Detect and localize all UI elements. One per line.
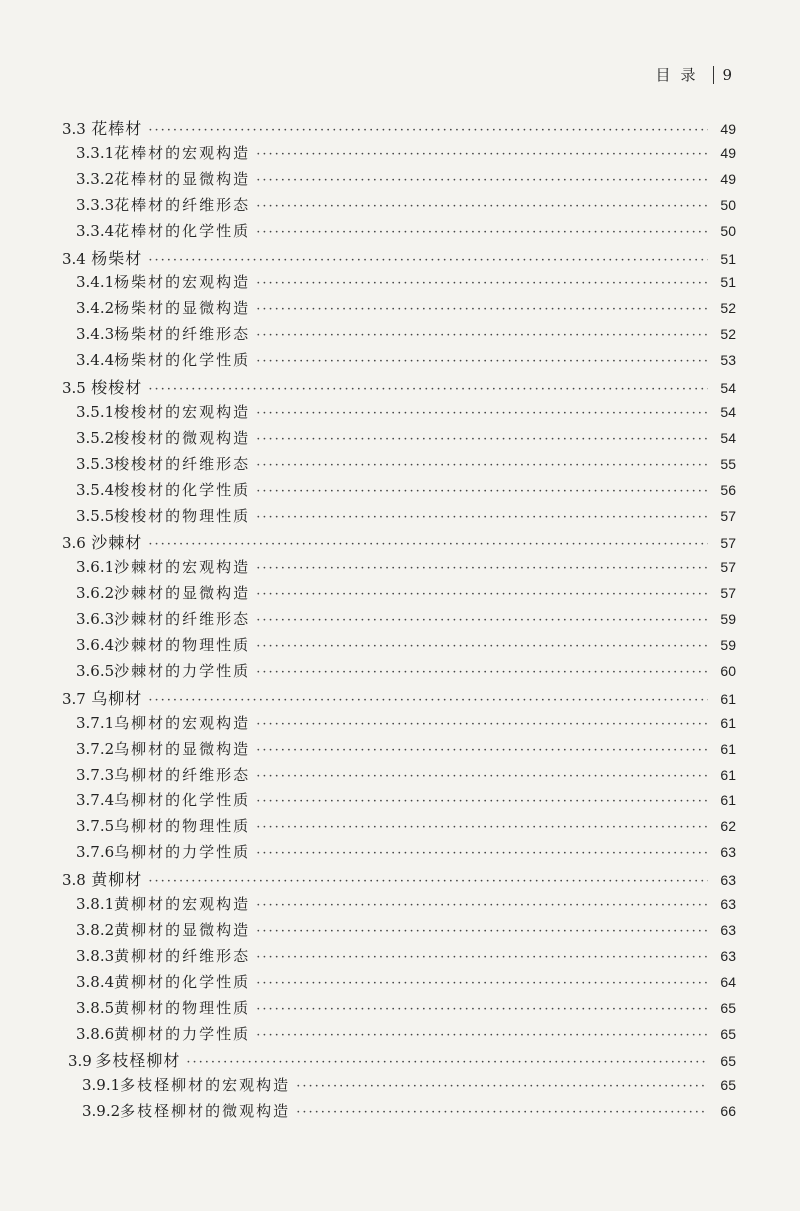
toc-entry-title: 梭梭材的纤维形态 (114, 454, 251, 473)
toc-subsection-entry (76, 1023, 736, 1047)
toc-entry-page-number: 52 (720, 300, 736, 317)
toc-entry-page-number: 54 (720, 380, 736, 396)
toc-entry-page-number: 65 (720, 1053, 736, 1070)
toc-entry-title: 梭梭材的物理性质 (114, 506, 251, 525)
toc-entry-page-number: 57 (720, 535, 736, 552)
toc-subsection-entry (82, 1074, 736, 1098)
toc-entry-page-number: 63 (720, 872, 736, 889)
toc-entry-title: 乌柳材的宏观构造 (114, 713, 251, 732)
toc-entry-title: 花棒材的纤维形态 (114, 195, 251, 214)
page-header (655, 64, 732, 85)
toc-entry-title: 杨柴材的纤维形态 (114, 325, 251, 344)
toc-entry-title: 多枝柽柳材 (95, 1051, 181, 1071)
toc-dot-leader (256, 225, 708, 240)
toc-dot-leader (256, 432, 708, 447)
toc-dot-leader (256, 820, 708, 835)
toc-entry-number: 3.7.6 (76, 843, 115, 862)
toc-section-entry (68, 1048, 736, 1072)
toc-entry-number: 3.6.2 (76, 584, 115, 603)
toc-entry-page-number: 59 (720, 611, 736, 628)
toc-dot-leader (256, 302, 708, 317)
toc-entry-page-number: 55 (720, 455, 736, 472)
toc-dot-leader (296, 1079, 708, 1094)
toc-entry-title: 杨柴材的宏观构造 (114, 273, 251, 292)
toc-entry-number: 3.7.4 (76, 791, 115, 810)
toc-entry-title: 花棒材的宏观构造 (114, 143, 251, 162)
toc-dot-leader (256, 147, 708, 162)
toc-entry-title: 乌柳材的力学性质 (114, 843, 251, 862)
header-divider (713, 66, 714, 84)
toc-subsection-entry (76, 815, 736, 839)
toc-entry-page-number: 51 (720, 250, 736, 267)
toc-dot-leader (256, 769, 708, 784)
toc-dot-leader (256, 276, 708, 291)
toc-dot-leader (148, 874, 708, 889)
toc-entry-page-number: 63 (720, 921, 736, 938)
toc-dot-leader (256, 587, 708, 602)
toc-entry-number: 3.7.1 (76, 713, 115, 732)
toc-entry-number: 3.7.3 (76, 765, 115, 784)
toc-entry-title: 杨柴材 (91, 248, 143, 268)
toc-dot-leader (148, 253, 708, 268)
toc-entry-title: 沙棘材 (91, 533, 143, 553)
toc-subsection-entry (76, 764, 736, 788)
toc-section-entry (62, 375, 736, 399)
toc-entry-title: 沙棘材的显微构造 (114, 584, 251, 603)
toc-entry-title: 乌柳材的纤维形态 (114, 765, 251, 784)
toc-entry-number: 3.5.5 (76, 506, 115, 525)
toc-entry-number: 3.4.3 (76, 325, 115, 344)
toc-entry-page-number: 57 (720, 507, 736, 524)
toc-entry-number: 3.3.3 (76, 195, 115, 214)
toc-entry-title: 沙棘材的物理性质 (114, 636, 251, 654)
toc-subsection-entry (82, 1100, 736, 1124)
toc-section-entry (62, 867, 736, 891)
toc-entry-title: 黄柳材的纤维形态 (114, 946, 251, 965)
toc-entry-page-number: 60 (720, 662, 736, 679)
toc-entry-title: 黄柳材的力学性质 (114, 1024, 251, 1043)
toc-dot-leader (256, 976, 708, 991)
toc-entry-number: 3.5.3 (76, 454, 115, 473)
toc-subsection-entry (76, 738, 736, 762)
toc-dot-leader (148, 693, 708, 708)
toc-dot-leader (256, 1002, 708, 1017)
toc-dot-leader (256, 510, 708, 525)
toc-entry-number: 3.8.5 (76, 998, 115, 1017)
header-page-number: 9 (722, 65, 732, 84)
toc-entry-page-number: 53 (720, 352, 736, 369)
toc-dot-leader (256, 328, 708, 343)
toc-subsection-entry (76, 427, 736, 451)
toc-entry-title: 黄柳材的显微构造 (114, 920, 251, 939)
header-title: 目录 (655, 66, 706, 84)
toc-entry-page-number: 65 (720, 999, 736, 1016)
toc-subsection-entry (76, 608, 736, 632)
toc-entry-page-number: 54 (720, 403, 736, 420)
toc-entry-number: 3.8.2 (76, 920, 115, 939)
toc-subsection-entry (76, 401, 736, 425)
toc-dot-leader (256, 950, 708, 965)
toc-dot-leader (148, 537, 708, 552)
toc-subsection-entry (76, 323, 736, 347)
toc-entry-page-number: 52 (720, 326, 736, 343)
toc-entry-title: 沙棘材的纤维形态 (114, 610, 251, 629)
toc-entry-number: 3.8 (62, 871, 86, 890)
toc-dot-leader (256, 717, 708, 732)
toc-dot-leader (256, 561, 708, 576)
toc-entry-page-number: 65 (720, 1077, 736, 1094)
toc-dot-leader (296, 1105, 708, 1120)
toc-entry-number: 3.4.4 (76, 351, 115, 370)
toc-entry-page-number: 57 (720, 585, 736, 602)
toc-entry-page-number: 56 (720, 481, 736, 498)
toc-dot-leader (148, 123, 708, 138)
toc-subsection-entry (76, 634, 736, 658)
toc-section-entry (62, 686, 736, 710)
toc-subsection-entry (76, 220, 736, 244)
toc-entry-title: 黄柳材的宏观构造 (114, 895, 251, 913)
toc-subsection-entry (76, 971, 736, 995)
toc-entry-page-number: 50 (720, 196, 736, 213)
toc-entry-page-number: 59 (720, 637, 736, 653)
toc-entry-page-number: 54 (720, 429, 736, 446)
toc-entry-number: 3.8.6 (76, 1024, 115, 1043)
toc-entry-title: 乌柳材的化学性质 (114, 791, 251, 810)
toc-dot-leader (256, 639, 708, 654)
toc-dot-leader (256, 924, 708, 939)
toc-subsection-entry (76, 841, 736, 865)
toc-entry-number: 3.5.1 (76, 402, 115, 421)
toc-subsection-entry (76, 556, 736, 580)
toc-entry-page-number: 61 (720, 792, 736, 809)
toc-entry-number: 3.8.1 (76, 895, 115, 913)
toc-entry-page-number: 63 (720, 844, 736, 861)
toc-entry-page-number: 63 (720, 947, 736, 964)
toc-entry-title: 沙棘材的宏观构造 (114, 558, 251, 577)
toc-subsection-entry (76, 712, 736, 736)
toc-entry-title: 梭梭材的化学性质 (114, 480, 251, 499)
toc-dot-leader (256, 354, 708, 369)
toc-entry-page-number: 49 (720, 144, 736, 161)
toc-entry-title: 花棒材的化学性质 (114, 221, 251, 240)
toc-entry-title: 多枝柽柳材的宏观构造 (120, 1076, 291, 1095)
toc-dot-leader (256, 898, 708, 913)
toc-dot-leader (148, 382, 708, 397)
toc-subsection-entry (76, 271, 736, 295)
toc-dot-leader (256, 613, 708, 628)
toc-entry-number: 3.5.4 (76, 480, 115, 499)
toc-entry-title: 乌柳材的显微构造 (114, 739, 251, 758)
toc-subsection-entry (76, 349, 736, 373)
toc-entry-number: 3.3.1 (76, 143, 115, 162)
toc-entry-title: 黄柳材 (91, 870, 143, 890)
toc-entry-title: 杨柴材的化学性质 (114, 351, 251, 370)
toc-entry-number: 3.3.4 (76, 221, 115, 240)
toc-entry-number: 3.8.3 (76, 946, 115, 965)
toc-section-entry (62, 530, 736, 554)
toc-subsection-entry (76, 893, 736, 917)
toc-entry-title: 乌柳材的物理性质 (114, 817, 251, 836)
toc-dot-leader (186, 1055, 708, 1070)
toc-dot-leader (256, 173, 708, 188)
toc-entry-page-number: 57 (720, 559, 736, 576)
toc-entry-title: 梭梭材的宏观构造 (114, 402, 251, 421)
toc-entry-number: 3.4 (62, 249, 86, 268)
toc-dot-leader (256, 458, 708, 473)
toc-subsection-entry (76, 945, 736, 969)
toc-entry-title: 梭梭材的微观构造 (114, 428, 251, 447)
toc-entry-number: 3.7 (62, 689, 86, 708)
toc-subsection-entry (76, 789, 736, 813)
toc-subsection-entry (76, 453, 736, 477)
toc-entry-number: 3.6.5 (76, 661, 115, 680)
toc-entry-page-number: 66 (720, 1103, 736, 1120)
toc-entry-title: 黄柳材的化学性质 (114, 972, 251, 991)
toc-entry-number: 3.5.2 (76, 428, 115, 447)
toc-entry-number: 3.8.4 (76, 972, 115, 991)
toc-section-entry (62, 116, 736, 140)
toc-entry-number: 3.7.5 (76, 817, 115, 836)
toc-entry-title: 多枝柽柳材的微观构造 (120, 1102, 291, 1121)
toc-subsection-entry (76, 997, 736, 1021)
toc-subsection-entry (76, 479, 736, 503)
toc-entry-number: 3.9 (68, 1052, 92, 1071)
toc-entry-number: 3.9.1 (82, 1076, 121, 1095)
toc-entry-number: 3.6.1 (76, 558, 115, 577)
toc-entry-number: 3.5 (62, 379, 86, 397)
toc-entry-title: 杨柴材的显微构造 (114, 299, 251, 318)
toc-dot-leader (256, 794, 708, 809)
toc-subsection-entry (76, 194, 736, 218)
toc-entry-title: 花棒材 (91, 119, 143, 138)
toc-entry-page-number: 49 (720, 121, 736, 137)
toc-dot-leader (256, 406, 708, 421)
toc-subsection-entry (76, 297, 736, 321)
toc-entry-page-number: 61 (720, 690, 736, 707)
toc-entry-number: 3.7.2 (76, 739, 115, 758)
toc-entry-number: 3.6.3 (76, 610, 115, 629)
toc-entry-title: 黄柳材的物理性质 (114, 998, 251, 1017)
toc-entry-page-number: 51 (720, 274, 736, 291)
toc-dot-leader (256, 484, 708, 499)
toc-entry-number: 3.3 (62, 120, 86, 138)
toc-entry-title: 沙棘材的力学性质 (114, 661, 251, 680)
toc-subsection-entry (76, 660, 736, 684)
toc-entry-number: 3.9.2 (82, 1102, 121, 1121)
toc-subsection-entry (76, 505, 736, 529)
toc-subsection-entry (76, 582, 736, 606)
toc-entry-title: 梭梭材 (91, 378, 143, 397)
toc-entry-page-number: 61 (720, 766, 736, 783)
toc-entry-page-number: 49 (720, 170, 736, 187)
toc-entry-title: 花棒材的显微构造 (114, 169, 251, 188)
toc-subsection-entry (76, 919, 736, 943)
toc-entry-title: 乌柳材 (91, 688, 143, 708)
toc-subsection-entry (76, 168, 736, 192)
toc-entry-page-number: 50 (720, 222, 736, 239)
toc-entry-number: 3.6.4 (76, 636, 115, 654)
toc-entry-page-number: 64 (720, 973, 736, 990)
toc-entry-page-number: 61 (720, 740, 736, 757)
toc-entry-number: 3.4.1 (76, 273, 115, 292)
toc-entry-page-number: 65 (720, 1025, 736, 1042)
toc-dot-leader (256, 199, 708, 214)
toc-entry-page-number: 61 (720, 714, 736, 731)
toc-dot-leader (256, 743, 708, 758)
toc-entry-number: 3.6 (62, 534, 86, 553)
toc-entry-number: 3.4.2 (76, 299, 115, 318)
toc-subsection-entry (76, 142, 736, 166)
toc-entry-number: 3.3.2 (76, 169, 115, 188)
toc-section-entry (62, 246, 736, 270)
toc-dot-leader (256, 846, 708, 861)
toc-entry-page-number: 62 (720, 818, 736, 835)
toc-entry-page-number: 63 (720, 896, 736, 912)
toc-dot-leader (256, 665, 708, 680)
toc-dot-leader (256, 1028, 708, 1043)
